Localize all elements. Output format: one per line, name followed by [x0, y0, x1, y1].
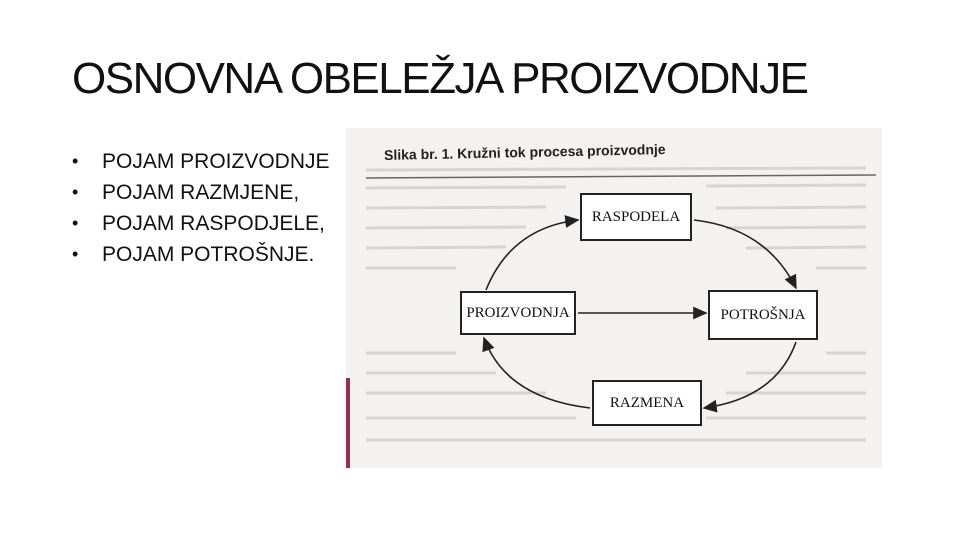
bullet-marker: • — [72, 182, 79, 202]
arrow-proizvodnja-to-raspodela — [486, 220, 578, 290]
bullet-marker: • — [72, 151, 79, 171]
node-label: POTROŠNJA — [720, 306, 806, 323]
bullet-item — [72, 177, 330, 208]
node-label: PROIZVODNJA — [466, 304, 570, 321]
bullet-item — [72, 146, 330, 177]
bullet-text: POJAM PROIZVODNJE — [102, 150, 330, 173]
scanned-figure — [346, 128, 882, 468]
caption-rule — [366, 175, 876, 178]
arrow-razmena-to-proizvodnja — [484, 338, 590, 408]
bullet-text: POJAM POTROŠNJE. — [102, 243, 315, 266]
node-proizvodnja — [460, 291, 576, 335]
bullet-item — [72, 208, 330, 239]
page-edge-marker — [346, 378, 350, 468]
node-potrosnja — [708, 290, 818, 340]
bullet-list — [72, 146, 330, 270]
slide-title: OSNOVNA OBELEŽJA PROIZVODNJE — [72, 54, 808, 103]
bullet-text: POJAM RAZMJENE, — [102, 181, 300, 204]
arrow-raspodela-to-potrosnja — [694, 220, 796, 288]
node-label: RASPODELA — [591, 208, 681, 225]
bullet-text: POJAM RASPODJELE, — [102, 212, 325, 235]
node-raspodela — [580, 193, 692, 241]
bullet-item — [72, 239, 330, 270]
node-razmena — [592, 380, 702, 426]
bullet-marker: • — [72, 244, 79, 264]
arrow-potrosnja-to-razmena — [704, 342, 796, 408]
figure-caption: Slika br. 1. Kružni tok procesa proizvodnje — [383, 141, 666, 163]
node-label: RAZMENA — [609, 394, 685, 411]
bullet-marker: • — [72, 213, 79, 233]
